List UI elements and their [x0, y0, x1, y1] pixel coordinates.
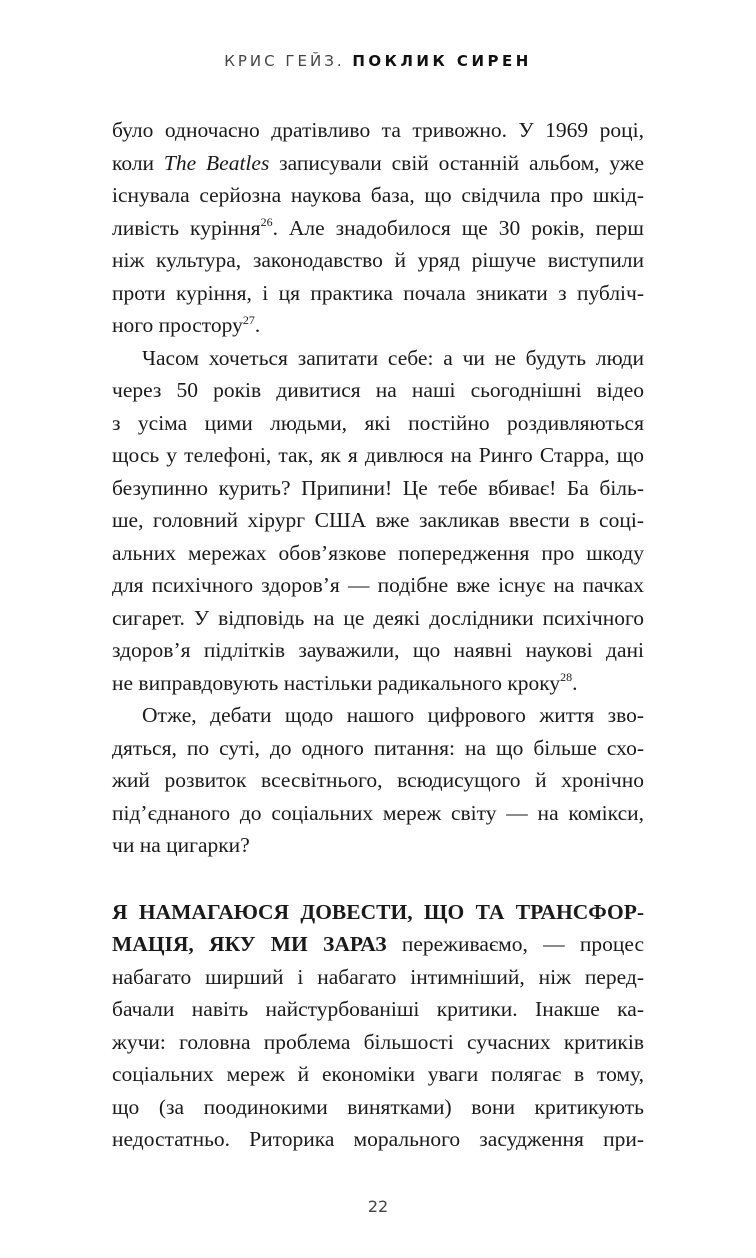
paragraph: [112, 114, 644, 342]
line-text: жий розвиток всесвітнього, всюдисущого й хронічно: [112, 768, 644, 792]
text-line: [112, 569, 644, 602]
line-text: ного простору: [112, 313, 243, 337]
footnote-ref: 26: [260, 215, 273, 230]
line-text: бачали навіть найстурбованіші критики. Інакше ка-: [112, 997, 644, 1021]
line-text: існувала серйозна наукова база, що свідчила про шкід-: [112, 183, 644, 207]
running-head-title: ПОКЛИК СИРЕН: [352, 52, 532, 70]
paragraph: [112, 896, 644, 1156]
line-text: щось у телефоні, так, як я дивлюся на Ринго Старра, що: [112, 443, 644, 467]
section-break: [112, 862, 644, 896]
text-line: [112, 504, 644, 537]
text-line: [112, 993, 644, 1026]
text-line: [112, 439, 644, 472]
text-line: [112, 374, 644, 407]
line-text: . Але знадобилося ще 30 років, перш: [272, 215, 644, 240]
line-text: записували свій останній альбом, уже: [269, 150, 644, 175]
text-line: [112, 147, 644, 180]
line-text: безупинно курить? Припини! Це тебе вбиває! Ба біль-: [112, 475, 644, 500]
line-text: недостатньо. Риторика морального засудження при-: [112, 1127, 644, 1151]
text-line: [112, 667, 644, 700]
line-text: переживаємо, — процес: [386, 932, 644, 956]
line-text: під’єднаного до соціальних мереж світу — на комікси,: [112, 800, 644, 825]
line-text: для психічного здоров’я — подібне вже існує на пачках: [112, 573, 644, 597]
line-text: ніж культура, законодавство й уряд рішуче виступили: [112, 248, 644, 272]
line-text: .: [254, 313, 261, 337]
text-line: [112, 634, 644, 667]
text-line: [112, 1026, 644, 1059]
text-line: [112, 764, 644, 797]
italic-title: The Beatles: [163, 150, 270, 175]
text-line: [112, 277, 644, 310]
text-line: [112, 1123, 644, 1156]
lead-in-caps: Я НАМАГАЮСЯ ДОВЕСТИ, ЩО ТА ТРАНСФОР-: [112, 899, 644, 924]
line-text: з усіма цими людьми, які постійно роздивляються: [112, 410, 644, 435]
line-text: .: [572, 670, 578, 695]
text-line: [112, 472, 644, 505]
line-text: сигарет. У відповідь на це деякі дослідники психічного: [112, 605, 644, 630]
running-head: [0, 0, 756, 72]
text-line: [112, 1091, 644, 1124]
line-text: ше, головний хірург США вже закликав ввести в соці-: [112, 508, 644, 532]
text-line: [112, 244, 644, 277]
line-text: через 50 років дивитися на наші сьогоднішні відео: [112, 378, 644, 402]
body-text: [112, 114, 644, 1156]
line-text: дяться, по суті, до одного питання: на що більше схо-: [112, 735, 644, 760]
text-line: [112, 179, 644, 212]
line-text: Отже, дебати щодо нашого цифрового життя зво-: [142, 703, 644, 727]
text-line: [112, 212, 644, 245]
line-text: здоров’я підлітків зауважили, що наявні наукові дані: [112, 638, 644, 662]
line-text: соціальних мереж й економіки уваги полягає в тому,: [112, 1062, 644, 1086]
text-line: [112, 1058, 644, 1091]
running-head-author: КРИС ГЕЙЗ.: [224, 52, 345, 70]
text-line: [112, 829, 644, 862]
paragraph: [112, 342, 644, 700]
line-text: чи на цигарки?: [112, 833, 250, 857]
text-line: [112, 699, 644, 732]
text-line: [112, 602, 644, 635]
line-text: альних мережах обов’язкове попередження про шкоду: [112, 540, 644, 565]
line-text: жучи: головна проблема більшості сучасних критиків: [112, 1029, 644, 1054]
footnote-ref: 27: [242, 312, 255, 327]
footnote-ref: 28: [560, 670, 573, 685]
text-line: [112, 407, 644, 440]
lead-in-caps: МАЦІЯ, ЯКУ МИ ЗАРАЗ: [112, 932, 387, 956]
line-text: було одночасно дратівливо та тривожно. У 1969 році,: [112, 118, 644, 142]
line-text: не виправдовують настільки радикального кроку: [112, 670, 561, 695]
text-line: [112, 896, 644, 929]
line-text: набагато ширший і набагато інтимніший, ніж перед-: [112, 964, 644, 989]
page-number: 22: [367, 1196, 389, 1216]
text-line: [112, 961, 644, 994]
line-text: коли: [112, 150, 164, 175]
text-line: [112, 114, 644, 147]
text-line: [112, 797, 644, 830]
line-text: ливість куріння: [112, 215, 261, 240]
line-text: проти куріння, і ця практика почала зникати з публіч-: [112, 280, 644, 305]
text-line: [112, 928, 644, 961]
paragraph: [112, 699, 644, 862]
line-text: Часом хочеться запитати себе: а чи не будуть люди: [142, 345, 644, 370]
text-line: [112, 537, 644, 570]
text-line: [112, 309, 644, 342]
text-line: [112, 342, 644, 375]
line-text: що (за поодинокими винятками) вони критикують: [112, 1094, 644, 1119]
text-line: [112, 732, 644, 765]
